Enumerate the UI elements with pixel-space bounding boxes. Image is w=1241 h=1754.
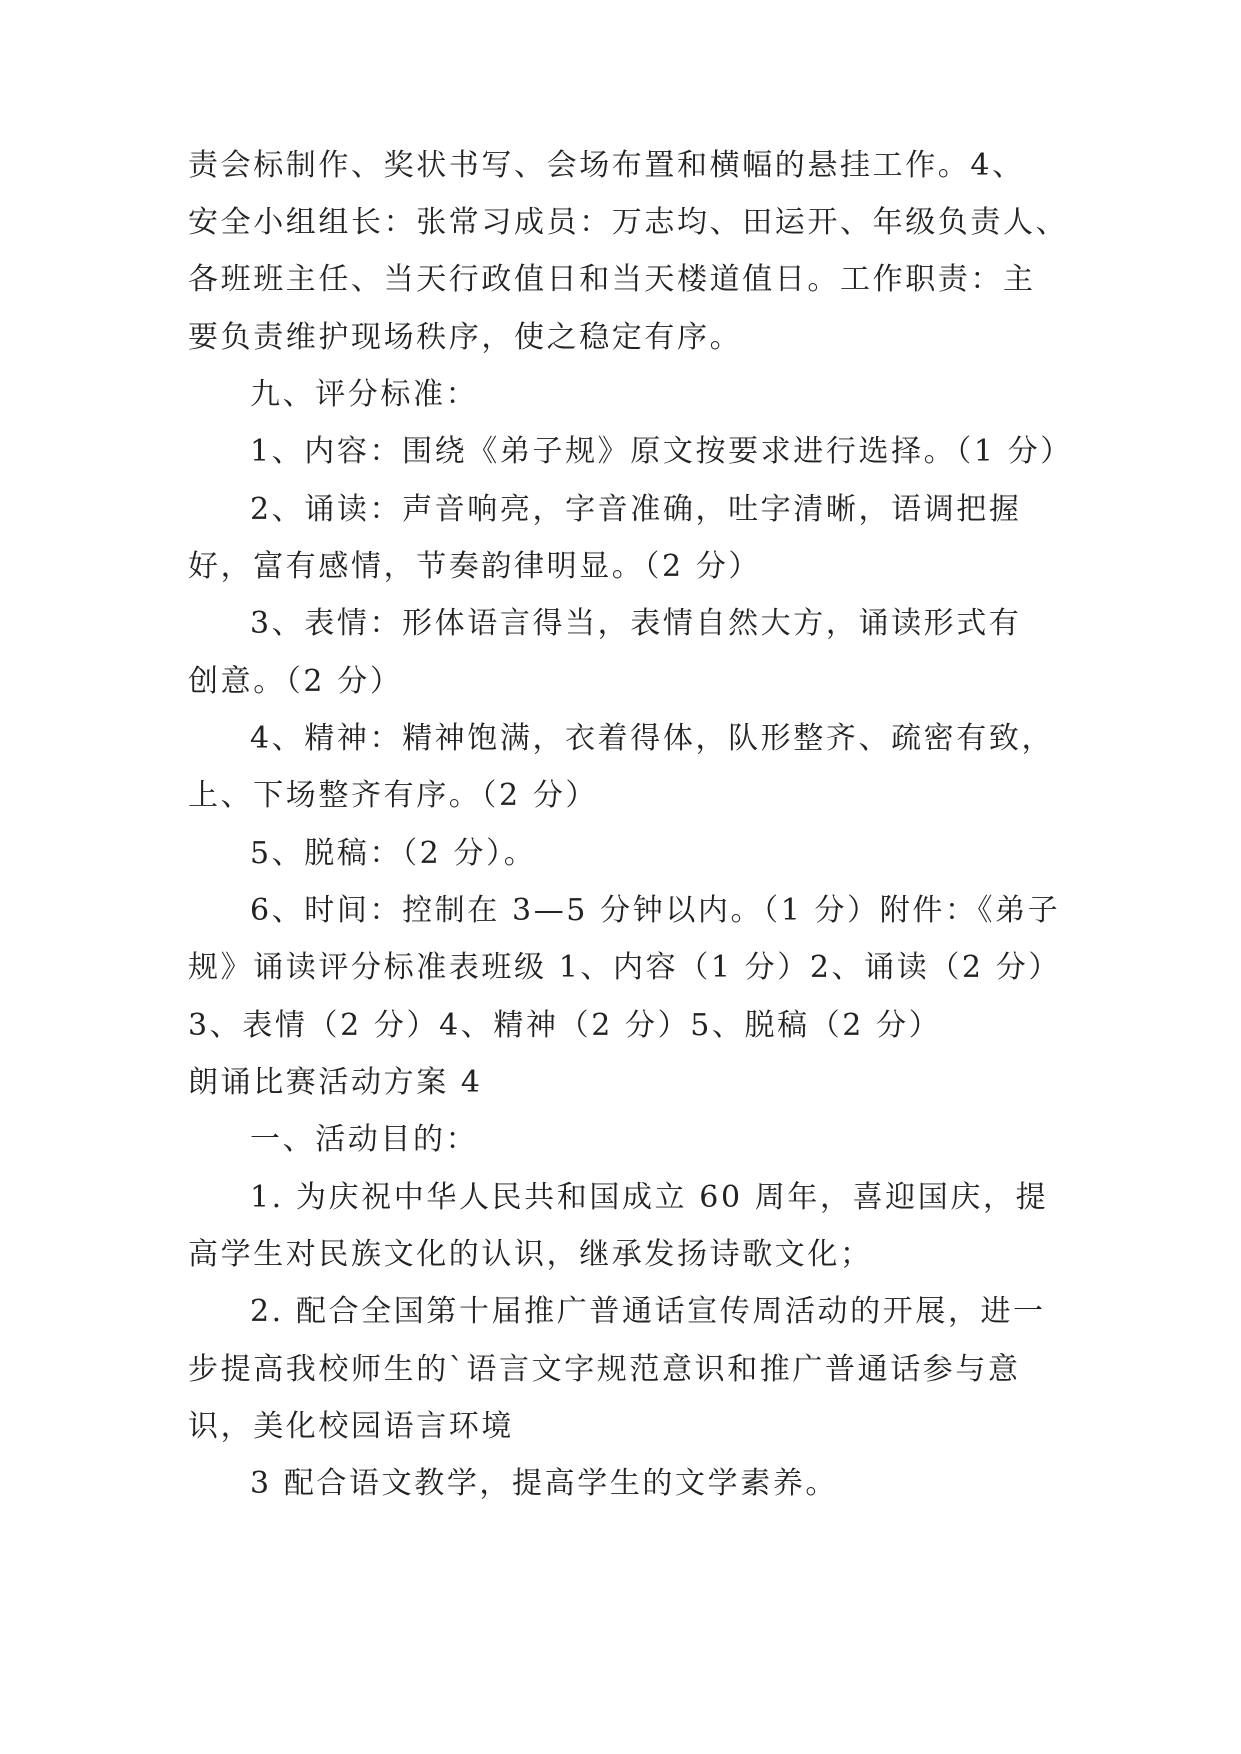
text-line: 要负责维护现场秩序，使之稳定有序。 (188, 320, 743, 355)
text-line: 上、下场整齐有序。（2 分） (188, 778, 599, 813)
text-line: 3、表情：形体语言得当，表情自然大方，诵读形式有 (250, 606, 1022, 641)
document-subtitle: 朗诵比赛活动方案 4 (188, 1065, 483, 1100)
text-line: 1. 为庆祝中华人民共和国成立 60 周年，喜迎国庆，提 (250, 1180, 1049, 1215)
text-line: 识，美化校园语言环境 (188, 1409, 514, 1444)
text-line: 规》诵读评分标准表班级 1、内容（1 分）2、诵读（2 分） (188, 950, 1061, 985)
text-line: 责会标制作、奖状书写、会场布置和横幅的悬挂工作。4、 (188, 148, 1025, 183)
text-line: 创意。（2 分） (188, 664, 403, 699)
text-line: 各班班主任、当天行政值日和当天楼道值日。工作职责：主 (188, 262, 1036, 297)
text-line: 好，富有感情，节奏韵律明显。（2 分） (188, 549, 762, 584)
text-line: 2. 配合全国第十届推广普通话宣传周活动的开展，进一 (250, 1294, 1046, 1329)
text-line: 1、内容：围绕《弟子规》原文按要求进行选择。（1 分） (250, 434, 1073, 469)
text-line: 步提高我校师生的`语言文字规范意识和推广普通话参与意 (188, 1352, 1021, 1387)
text-line: 6、时间：控制在 3—5 分钟以内。（1 分）附件：《弟子 (250, 893, 1061, 928)
text-line: 4、精神：精神饱满，衣着得体，队形整齐、疏密有致， (250, 721, 1055, 756)
section-heading: 一、活动目的： (250, 1122, 479, 1157)
text-line: 2、诵读：声音响亮，字音准确，吐字清晰，语调把握 (250, 492, 1022, 527)
text-line: 安全小组组长：张常习成员：万志均、田运开、年级负责人、 (188, 205, 1069, 240)
section-heading: 九、评分标准： (250, 377, 479, 412)
text-line: 高学生对民族文化的认识，继承发扬诗歌文化； (188, 1237, 873, 1272)
text-line: 3 配合语文教学，提高学生的文学素养。 (250, 1466, 839, 1501)
text-line: 5、脱稿：（2 分）。 (250, 836, 537, 871)
text-line: 3、表情（2 分）4、精神（2 分）5、脱稿（2 分） (188, 1008, 942, 1043)
